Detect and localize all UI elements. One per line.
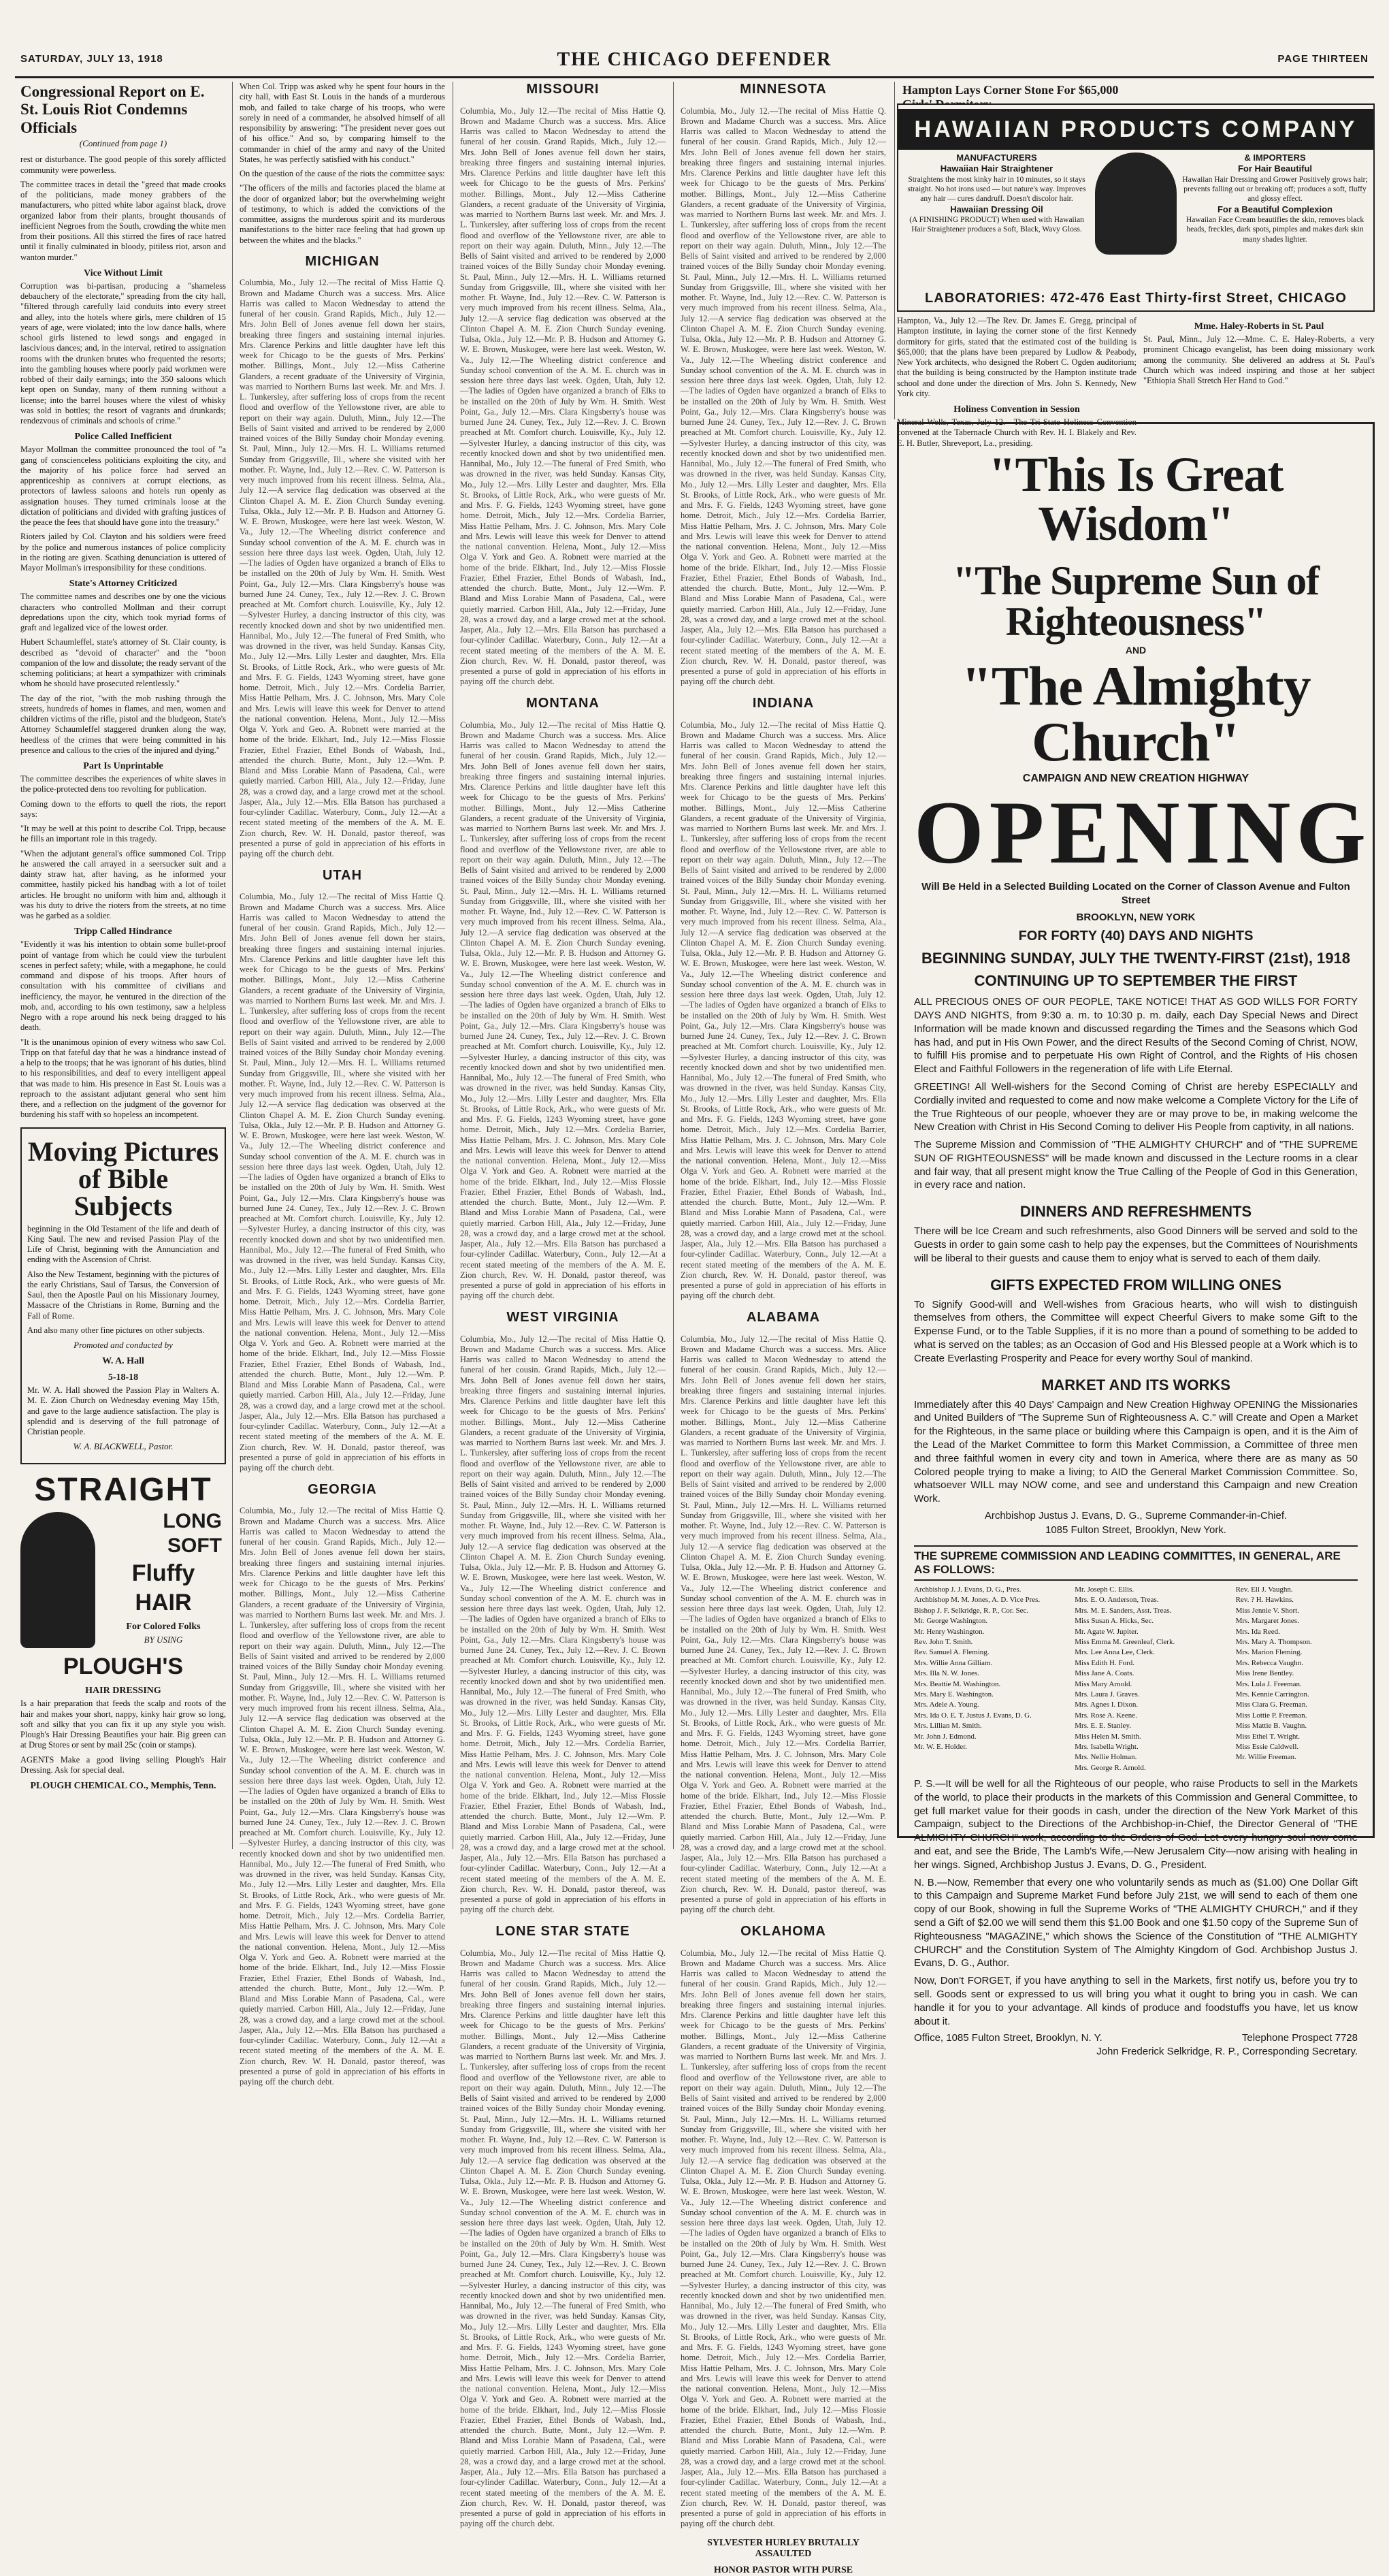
ad-opening: OPENING (914, 782, 1372, 882)
ad-location: BEGINNING SUNDAY, JULY THE TWENTY-FIRST (21st), 1918 (921, 949, 1350, 967)
column-rule (894, 82, 895, 419)
commission-member: Mrs. Nellie Holman. (1075, 1753, 1137, 1762)
column-rule (673, 82, 674, 1849)
ad-headline: "The Almighty Church" (961, 655, 1311, 773)
article-paragraph: Rioters jailed by Col. Clayton and his soldiers were freed by the police and numerous instances of police complicity in the rioting are given. Scathing denunciation is uttered of Mayor Mollman's irresponsibility for these conditions. (20, 532, 226, 573)
state-heading-minnesota: MINNESOTA (740, 82, 827, 97)
article-paragraph: "Evidently it was his intention to obtain some bullet-proof point of vantage from which he could view the turbulent scenes in perfect safety; while, with a megaphone, he could command and dispose of his troops. After hours of consultation with his committee of civilians and inefficiency, the mayor, he ventured in the direction of the mob, and, according to his own testimony, saw a helpless Negro with a rope around his neck being dragged to his death. (20, 939, 226, 1033)
ad-location: CONTINUING UP TO SEPTEMBER THE FIRST (974, 972, 1298, 990)
state-heading-indiana: INDIANA (752, 696, 815, 711)
ad-footer (914, 2032, 1358, 2044)
column-rule (232, 82, 233, 1849)
haley-headline: Mme. Haley-Roberts in St. Paul (1194, 321, 1324, 332)
article-paragraph: "It is the unanimous opinion of every witness who saw Col. Tripp on that fateful day that he was a hindrance instead of a help to the troops; that he was ignorant of his duties, blind to his responsibilities, and deaf to every intelligent appeal that was made to him. His presence in East St. Louis was a reproach to the assistant adjutant general who sent him there, and a reflection on the judgment of the governor for burdening his staff with so hopeless an incompetent. (20, 1037, 226, 1120)
commission-member: Mrs. Agnes I. Dixon. (1075, 1701, 1139, 1709)
holiness-headline: Holiness Convention in Session (953, 404, 1080, 415)
ad-brand: PLOUGH'S (63, 1654, 184, 1680)
news-filler: Columbia, Mo., July 12.—The recital of Miss Hattie Q. Brown and Madame Church was a success. Mrs. Alice Harris was called to Macon Wednesday to attend the funeral of her cousin. Grand Rapids, Mich., July 12.—Mrs. John Bell of Jones avenue fell down her stairs, breaking three fingers and sustaining internal injuries. Mrs. Clarence Perkins and little daughter have left this week for Chicago to be the guests of Mrs. Perkins' mother. Billings, Mont., July 12.—Miss Catherine Glanders, a recent graduate of the University of Virginia, was married to Northern Burns last week. Mr. and Mrs. J. L. Tunkersley, after suffering loss of crops from the recent flood and overflow of the Yellowstone river, are able to report on their way again. Duluth, Minn., July 12.—The Bells of Saint visited and arrived to be rendered by 2,000 trained voices of the Billy Sunday choir Monday evening. St. Paul, Minn., July 12.—Mrs. H. L. Williams returned Sunday from Griggsville, Ill., where she visited with her mother. Ft. Wayne, Ind., July 12.—Rev. C. W. Patterson is very much improved from his recent illness. Selma, Ala., July 12.—A service flag dedication was observed at the Clinton Chapel A. M. E. Zion Church Sunday evening. Tulsa, Okla., July 12.—Mr. P. B. Hudson and Attorney G. W. E. Brown, Muskogee, were here last week. Weston, W. Va., July 12.—The Wheeling district conference and Sunday school convention of the A. M. E. church was in session here three days last week. Ogden, Utah, July 12.—The ladies of Ogden have organized a branch of Elks to be installed on the 20th of July by Wm. H. Smith. West Point, Ga., July 12.—Mrs. Clara Kingsberry's house was burned June 24. Cuney, Tex., July 12.—Rev. J. C. Brown preached at Mt. Comfort church. Louisville, Ky., July 12.—Sylvester Hurley, a dancing instructor of this city, was recently knocked down and shot by two unidentified men. Hannibal, Mo., July 12.—The funeral of Fred Smith, who was drowned in the river, was held Sunday. Kansas City, Mo., July 12.—Mrs. Lilly Lester and daughter, Mrs. Ella St. Brooks, of Little Rock, Ark., who were guests of Mr. and Mrs. F. G. Fields, 1243 Wyoming street, have gone home. Detroit, Mich., July 12.—Mrs. Cordelia Barrier, Miss Hattie Pelham, Mrs. J. C. Johnson, Mrs. Mary Cole and Mrs. Lewis will leave this week for Denver to attend the national convention. Helena, Mont., July 12.—Miss Olga V. York and Geo. A. Robnett were married at the home of the bride. Elkhart, Ind., July 12.—Miss Flossie Frazier, Ethel Frazier, Ethel Bonds of Wabash, Ind., attended the church. Butte, Mont., July 12.—Wm. P. Bland and Miss Lorabie Mann of Pasadena, Cal., were quietly married. Carbon Hill, Ala., July 12.—Friday, June 28, was a crowd day, and a large crowd met at the school. Jasper, Ala., July 12.—Mrs. Ella Batson has purchased a four-cylinder Cadillac. Waterbury, Conn., July 12.—At a recent stated meeting of the members of the A. M. E. Zion church, Rev. W. H. Donald, pastor thereof, was presented a purse of gold in appreciation of his efforts in paying off the church debt. (681, 106, 886, 687)
commission-member: Mrs. Mary A. Thompson. (1235, 1637, 1312, 1646)
state-heading-missouri: MISSOURI (526, 82, 600, 97)
news-filler: Columbia, Mo., July 12.—The recital of Miss Hattie Q. Brown and Madame Church was a success. Mrs. Alice Harris was called to Macon Wednesday to attend the funeral of her cousin. Grand Rapids, Mich., July 12.—Mrs. John Bell of Jones avenue fell down her stairs, breaking three fingers and sustaining internal injuries. Mrs. Clarence Perkins and little daughter have left this week for Chicago to be the guests of Mrs. Perkins' mother. Billings, Mont., July 12.—Miss Catherine Glanders, a recent graduate of the University of Virginia, was married to Northern Burns last week. Mr. and Mrs. J. L. Tunkersley, after suffering loss of crops from the recent flood and overflow of the Yellowstone river, are able to report on their way again. Duluth, Minn., July 12.—The Bells of Saint visited and arrived to be rendered by 2,000 trained voices of the Billy Sunday choir Monday evening. St. Paul, Minn., July 12.—Mrs. H. L. Williams returned Sunday from Griggsville, Ill., where she visited with her mother. Ft. Wayne, Ind., July 12.—Rev. C. W. Patterson is very much improved from his recent illness. Selma, Ala., July 12.—A service flag dedication was observed at the Clinton Chapel A. M. E. Zion Church Sunday evening. Tulsa, Okla., July 12.—Mr. P. B. Hudson and Attorney G. W. E. Brown, Muskogee, were here last week. Weston, W. Va., July 12.—The Wheeling district conference and Sunday school convention of the A. M. E. church was in session here three days last week. Ogden, Utah, July 12.—The ladies of Ogden have organized a branch of Elks to be installed on the 20th of July by Wm. H. Smith. West Point, Ga., July 12.—Mrs. Clara Kingsberry's house was burned June 24. Cuney, Tex., July 12.—Rev. J. C. Brown preached at Mt. Comfort church. Louisville, Ky., July 12.—Sylvester Hurley, a dancing instructor of this city, was recently knocked down and shot by two unidentified men. Hannibal, Mo., July 12.—The funeral of Fred Smith, who was drowned in the river, was held Sunday. Kansas City, Mo., July 12.—Mrs. Lilly Lester and daughter, Mrs. Ella St. Brooks, of Little Rock, Ark., who were guests of Mr. and Mrs. F. G. Fields, 1243 Wyoming street, have gone home. Detroit, Mich., July 12.—Mrs. Cordelia Barrier, Miss Hattie Pelham, Mrs. J. C. Johnson, Mrs. Mary Cole and Mrs. Lewis will leave this week for Denver to attend the national convention. Helena, Mont., July 12.—Miss Olga V. York and Geo. A. Robnett were married at the home of the bride. Elkhart, Ind., July 12.—Miss Flossie Frazier, Ethel Frazier, Ethel Bonds of Wabash, Ind., attended the church. Butte, Mont., July 12.—Wm. P. Bland and Miss Lorabie Mann of Pasadena, Cal., were quietly married. Carbon Hill, Ala., July 12.—Friday, June 28, was a crowd day, and a large crowd met at the school. Jasper, Ala., July 12.—Mrs. Ella Batson has purchased a four-cylinder Cadillac. Waterbury, Conn., July 12.—At a recent stated meeting of the members of the A. M. E. Zion church, Rev. W. H. Donald, pastor thereof, was presented a purse of gold in appreciation of his efforts in paying off the church debt. (240, 278, 445, 858)
ad-date: 5-18-18 (108, 1372, 139, 1383)
commission-member: Mrs. Kennie Carrington. (1235, 1690, 1309, 1698)
ad-paragraph: Now, Don't FORGET, if you have anything to sell in the Markets, first notify us, before you try to sell. Goods sent or expressed to us will bring you what it ought to bring you in cash. We can handle it for you to your advantage. All kinds of produce and foodstuffs you have, let us know about it. (914, 1975, 1358, 2027)
news-filler: Columbia, Mo., July 12.—The recital of Miss Hattie Q. Brown and Madame Church was a success. Mrs. Alice Harris was called to Macon Wednesday to attend the funeral of her cousin. Grand Rapids, Mich., July 12.—Mrs. John Bell of Jones avenue fell down her stairs, breaking three fingers and sustaining internal injuries. Mrs. Clarence Perkins and little daughter have left this week for Chicago to be the guests of Mrs. Perkins' mother. Billings, Mont., July 12.—Miss Catherine Glanders, a recent graduate of the University of Virginia, was married to Northern Burns last week. Mr. and Mrs. J. L. Tunkersley, after suffering loss of crops from the recent flood and overflow of the Yellowstone river, are able to report on their way again. Duluth, Minn., July 12.—The Bells of Saint visited and arrived to be rendered by 2,000 trained voices of the Billy Sunday choir Monday evening. St. Paul, Minn., July 12.—Mrs. H. L. Williams returned Sunday from Griggsville, Ill., where she visited with her mother. Ft. Wayne, Ind., July 12.—Rev. C. W. Patterson is very much improved from his recent illness. Selma, Ala., July 12.—A service flag dedication was observed at the Clinton Chapel A. M. E. Zion Church Sunday evening. Tulsa, Okla., July 12.—Mr. P. B. Hudson and Attorney G. W. E. Brown, Muskogee, were here last week. Weston, W. Va., July 12.—The Wheeling district conference and Sunday school convention of the A. M. E. church was in session here three days last week. Ogden, Utah, July 12.—The ladies of Ogden have organized a branch of Elks to be installed on the 20th of July by Wm. H. Smith. West Point, Ga., July 12.—Mrs. Clara Kingsberry's house was burned June 24. Cuney, Tex., July 12.—Rev. J. C. Brown preached at Mt. Comfort church. Louisville, Ky., July 12.—Sylvester Hurley, a dancing instructor of this city, was recently knocked down and shot by two unidentified men. Hannibal, Mo., July 12.—The funeral of Fred Smith, who was drowned in the river, was held Sunday. Kansas City, Mo., July 12.—Mrs. Lilly Lester and daughter, Mrs. Ella St. Brooks, of Little Rock, Ark., who were guests of Mr. and Mrs. F. G. Fields, 1243 Wyoming street, have gone home. Detroit, Mich., July 12.—Mrs. Cordelia Barrier, Miss Hattie Pelham, Mrs. J. C. Johnson, Mrs. Mary Cole and Mrs. Lewis will leave this week for Denver to attend the national convention. Helena, Mont., July 12.—Miss Olga V. York and Geo. A. Robnett were married at the home of the bride. Elkhart, Ind., July 12.—Miss Flossie Frazier, Ethel Frazier, Ethel Bonds of Wabash, Ind., attended the church. Butte, Mont., July 12.—Wm. P. Bland and Miss Lorabie Mann of Pasadena, Cal., were quietly married. Carbon Hill, Ala., July 12.—Friday, June 28, was a crowd day, and a large crowd met at the school. Jasper, Ala., July 12.—Mrs. Ella Batson has purchased a four-cylinder Cadillac. Waterbury, Conn., July 12.—At a recent stated meeting of the members of the A. M. E. Zion church, Rev. W. H. Donald, pastor thereof, was presented a purse of gold in appreciation of his efforts in paying off the church debt. (240, 1506, 445, 2087)
commission-member: Miss Jane A. Coats. (1075, 1669, 1134, 1678)
ad-headline: "This Is Great Wisdom" (988, 447, 1284, 551)
ad-promoter: W. A. Hall (102, 1356, 144, 1367)
bible-pictures-ad (20, 1127, 226, 1465)
ad-line: SOFT (167, 1534, 222, 1558)
hawaiian-products-ad (897, 103, 1375, 312)
commission-member: Miss Mattie B. Vaughn. (1235, 1722, 1307, 1730)
commission-column (1075, 1585, 1227, 1773)
ad-paragraph: ALL PRECIOUS ONES OF OUR PEOPLE, TAKE NOTICE! THAT AS GOD WILLS FOR FORTY DAYS AND NIGHTS, from 9:30 a. m. to 10:30 p. m. daily, each Day Special News and Direct Information will be made known and discussed regarding the Times and the Seasons which God has had, and put in His Own Power, and the direct Results of the Second Coming of Christ, NOW, to fulfill His promise and to perpetuate His own Right of Control, and the Rights of His chosen Elect and Faithful Followers in the regeneration of life with Life Eternal. (914, 996, 1358, 1076)
commission-member: Mrs. Rebecca Vaughn. (1235, 1658, 1303, 1667)
commission-member: Mrs. Willie Anna Gilliam. (914, 1658, 993, 1667)
news-filler: Columbia, Mo., July 12.—The recital of Miss Hattie Q. Brown and Madame Church was a success. Mrs. Alice Harris was called to Macon Wednesday to attend the funeral of her cousin. Grand Rapids, Mich., July 12.—Mrs. John Bell of Jones avenue fell down her stairs, breaking three fingers and sustaining internal injuries. Mrs. Clarence Perkins and little daughter have left this week for Chicago to be the guests of Mrs. Perkins' mother. Billings, Mont., July 12.—Miss Catherine Glanders, a recent graduate of the University of Virginia, was married to Northern Burns last week. Mr. and Mrs. J. L. Tunkersley, after suffering loss of crops from the recent flood and overflow of the Yellowstone river, are able to report on their way again. Duluth, Minn., July 12.—The Bells of Saint visited and arrived to be rendered by 2,000 trained voices of the Billy Sunday choir Monday evening. St. Paul, Minn., July 12.—Mrs. H. L. Williams returned Sunday from Griggsville, Ill., where she visited with her mother. Ft. Wayne, Ind., July 12.—Rev. C. W. Patterson is very much improved from his recent illness. Selma, Ala., July 12.—A service flag dedication was observed at the Clinton Chapel A. M. E. Zion Church Sunday evening. Tulsa, Okla., July 12.—Mr. P. B. Hudson and Attorney G. W. E. Brown, Muskogee, were here last week. Weston, W. Va., July 12.—The Wheeling district conference and Sunday school convention of the A. M. E. church was in session here three days last week. Ogden, Utah, July 12.—The ladies of Ogden have organized a branch of Elks to be installed on the 20th of July by Wm. H. Smith. West Point, Ga., July 12.—Mrs. Clara Kingsberry's house was burned June 24. Cuney, Tex., July 12.—Rev. J. C. Brown preached at Mt. Comfort church. Louisville, Ky., July 12.—Sylvester Hurley, a dancing instructor of this city, was recently knocked down and shot by two unidentified men. Hannibal, Mo., July 12.—The funeral of Fred Smith, who was drowned in the river, was held Sunday. Kansas City, Mo., July 12.—Mrs. Lilly Lester and daughter, Mrs. Ella St. Brooks, of Little Rock, Ark., who were guests of Mr. and Mrs. F. G. Fields, 1243 Wyoming street, have gone home. Detroit, Mich., July 12.—Mrs. Cordelia Barrier, Miss Hattie Pelham, Mrs. J. C. Johnson, Mrs. Mary Cole and Mrs. Lewis will leave this week for Denver to attend the national convention. Helena, Mont., July 12.—Miss Olga V. York and Geo. A. Robnett were married at the home of the bride. Elkhart, Ind., July 12.—Miss Flossie Frazier, Ethel Frazier, Ethel Bonds of Wabash, Ind., attended the church. Butte, Mont., July 12.—Wm. P. Bland and Miss Lorabie Mann of Pasadena, Cal., were quietly married. Carbon Hill, Ala., July 12.—Friday, June 28, was a crowd day, and a large crowd met at the school. Jasper, Ala., July 12.—Mrs. Ella Batson has purchased a four-cylinder Cadillac. Waterbury, Conn., July 12.—At a recent stated meeting of the members of the A. M. E. Zion church, Rev. W. H. Donald, pastor thereof, was presented a purse of gold in appreciation of his efforts in paying off the church debt. (681, 1334, 886, 1915)
ad-line: LONG (163, 1510, 222, 1533)
commission-member: Mrs. Illa N. W. Jones. (914, 1669, 979, 1678)
article-paragraph: When Col. Tripp was asked why he spent four hours in the city hall, with East St. Louis in the hands of a murderous mob, and failed to take charge of his troops, who were sorely in need of a commander, he absolved himself of all responsibility by answering: "The president never goes out of his office." And so, by comparing himself to the commander in chief of the army and navy of the United States, he was perfectly satisfied with his conduct." (240, 82, 445, 164)
state-heading-michigan: MICHIGAN (305, 253, 380, 269)
almighty-church-ad (897, 422, 1375, 2058)
commission-member: Miss Mary Arnold. (1075, 1679, 1132, 1688)
commission-member: Mr. Henry Washington. (914, 1627, 985, 1636)
news-filler: Columbia, Mo., July 12.—The recital of Miss Hattie Q. Brown and Madame Church was a success. Mrs. Alice Harris was called to Macon Wednesday to attend the funeral of her cousin. Grand Rapids, Mich., July 12.—Mrs. John Bell of Jones avenue fell down her stairs, breaking three fingers and sustaining internal injuries. Mrs. Clarence Perkins and little daughter have left this week for Chicago to be the guests of Mrs. Perkins' mother. Billings, Mont., July 12.—Miss Catherine Glanders, a recent graduate of the University of Virginia, was married to Northern Burns last week. Mr. and Mrs. J. L. Tunkersley, after suffering loss of crops from the recent flood and overflow of the Yellowstone river, are able to report on their way again. Duluth, Minn., July 12.—The Bells of Saint visited and arrived to be rendered by 2,000 trained voices of the Billy Sunday choir Monday evening. St. Paul, Minn., July 12.—Mrs. H. L. Williams returned Sunday from Griggsville, Ill., where she visited with her mother. Ft. Wayne, Ind., July 12.—Rev. C. W. Patterson is very much improved from his recent illness. Selma, Ala., July 12.—A service flag dedication was observed at the Clinton Chapel A. M. E. Zion Church Sunday evening. Tulsa, Okla., July 12.—Mr. P. B. Hudson and Attorney G. W. E. Brown, Muskogee, were here last week. Weston, W. Va., July 12.—The Wheeling district conference and Sunday school convention of the A. M. E. church was in session here three days last week. Ogden, Utah, July 12.—The ladies of Ogden have organized a branch of Elks to be installed on the 20th of July by Wm. H. Smith. West Point, Ga., July 12.—Mrs. Clara Kingsberry's house was burned June 24. Cuney, Tex., July 12.—Rev. J. C. Brown preached at Mt. Comfort church. Louisville, Ky., July 12.—Sylvester Hurley, a dancing instructor of this city, was recently knocked down and shot by two unidentified men. Hannibal, Mo., July 12.—The funeral of Fred Smith, who was drowned in the river, was held Sunday. Kansas City, Mo., July 12.—Mrs. Lilly Lester and daughter, Mrs. Ella St. Brooks, of Little Rock, Ark., who were guests of Mr. and Mrs. F. G. Fields, 1243 Wyoming street, have gone home. Detroit, Mich., July 12.—Mrs. Cordelia Barrier, Miss Hattie Pelham, Mrs. J. C. Johnson, Mrs. Mary Cole and Mrs. Lewis will leave this week for Denver to attend the national convention. Helena, Mont., July 12.—Miss Olga V. York and Geo. A. Robnett were married at the home of the bride. Elkhart, Ind., July 12.—Miss Flossie Frazier, Ethel Frazier, Ethel Bonds of Wabash, Ind., attended the church. Butte, Mont., July 12.—Wm. P. Bland and Miss Lorabie Mann of Pasadena, Cal., were quietly married. Carbon Hill, Ala., July 12.—Friday, June 28, was a crowd day, and a large crowd met at the school. Jasper, Ala., July 12.—Mrs. Ella Batson has purchased a four-cylinder Cadillac. Waterbury, Conn., July 12.—At a recent stated meeting of the members of the A. M. E. Zion church, Rev. W. H. Donald, pastor thereof, was presented a purse of gold in appreciation of his efforts in paying off the church debt. (681, 1948, 886, 2529)
ad-address: LABORATORIES: 472-476 East Thirty-first Street, CHICAGO (925, 291, 1347, 306)
article-paragraph: Corruption was bi-partisan, producing a "shameless debauchery of the electorate," spreading from the city hall, "filtered through carefully laid conduits into every street and alley, into the hotels where girls, mere children of 15 years of age, were violated; into the low dance halls, where school girls listened to lewd songs and engaged in lascivious dances; and, in the interval, retired to assignation rooms with the drunken brutes who frequented the resorts; into the gambling houses where poorly paid workmen were robbed of their daily earnings; into the 350 saloons which kept open on Sunday, many of them running without a license; into the barrel houses where the vilest of whisky was sold in bottles; the resort of vagrants and drunkards; rendezvous of criminals and schools of crime." (20, 280, 226, 426)
commission-member: Miss Emma M. Greenleaf, Clerk. (1075, 1637, 1175, 1646)
commission-member: Mrs. Ida O. E. T. Justus J. Evans, D. G. (914, 1711, 1032, 1720)
ad-paragraph: Also the New Testament, beginning with the pictures of the early Christians, Saul of Tarsus, the Conversion of Saul, then the Apostle Paul on his Missionary Journey, Massacre of the Christians in Rome, Burning and the Fall of Rome. (27, 1269, 219, 1321)
hampton-headline: Hampton Lays Corner Stone For $65,000 (902, 83, 1119, 97)
commission-member: Rev. John T. Smith. (914, 1637, 973, 1646)
commission-member: Miss Jennie V. Short. (1235, 1606, 1299, 1615)
commission-column (914, 1585, 1066, 1773)
issue-date: SATURDAY, JULY 13, 1918 (20, 53, 163, 65)
article-paragraph: The committee describes the experiences of white slaves in the police-protected dens too revolting for publication. (20, 774, 226, 794)
commission-member: Archbishop M. M. Jones, A. D. Vice Pres. (914, 1596, 1041, 1605)
state-heading-lone-star: LONE STAR STATE (495, 1924, 630, 1939)
commission-member: Mrs. Beattie M. Washington. (914, 1679, 1001, 1688)
ad-paragraph: AGENTS Make a good living selling Plough's Hair Dressing. Ask for special deal. (20, 1754, 226, 1775)
ad-corresponding-secretary: John Frederick Selkridge, R. P., Corresponding Secretary. (1096, 2046, 1358, 2058)
ad-paragraph: Is a hair preparation that feeds the scalp and roots of the hair and makes your short, nappy, kinky hair grow so long, soft and silky that you can fix it up any style you wish. Plough's Hair Dressing Beautifies your hair. Big green can at Drug Stores or sent by mail 25c (coin or stamps). (20, 1698, 226, 1750)
ad-title: HAWAIIAN PRODUCTS COMPANY (898, 109, 1373, 150)
ad-paragraph: And also many other fine pictures on other subjects. (27, 1325, 205, 1335)
commission-member: Mrs. Laura J. Graves. (1075, 1690, 1140, 1698)
ad-line: STRAIGHT (34, 1472, 212, 1509)
ad-location: FOR FORTY (40) DAYS AND NIGHTS (1018, 928, 1254, 944)
commission-member: Mrs. E. E. Stanley. (1075, 1722, 1131, 1730)
commission-member: Mrs. Isabella Wright. (1075, 1742, 1139, 1751)
mid-news (897, 316, 1375, 448)
article-paragraph: Mayor Mollman the committee pronounced the tool of "a gang of conscienceless politicians exploiting the city, and the majority of his police force had served an apprenticeship as connivers at corrupt elections, as protectors of lawless saloons and hotels run openly as assignation houses. They turned criminals loose at the dictation of politicians and divided with grafting justices of the peace the fees that should have gone into the treasury." (20, 445, 226, 528)
ad-signature: W. A. BLACKWELL, Pastor. (73, 1441, 174, 1452)
article-paragraph: On the question of the cause of the riots the committee says: (240, 169, 445, 178)
holiness-paragraph: Mineral Wells, Texas, July 12.—The Tri-State Holiness Convention convened at the Tabernacle Church with Rev. H. I. Blakely and Rev. E. H. Butler, Shreveport, La., presiding. (897, 417, 1137, 448)
ad-text: (A FINISHING PRODUCT) When used with Hawaiian Hair Straightener produces a Soft, Black, Wavy Gloss. (909, 215, 1084, 234)
honor-pastor-headline: HONOR PASTOR WITH PURSE (713, 2565, 853, 2575)
woman-silhouette-icon (20, 1512, 95, 1648)
ad-text: Hawaiian Hair Dressing and Grower (1182, 175, 1297, 184)
sylvester-headline: SYLVESTER HURLEY BRUTALLY ASSAULTED (707, 2538, 860, 2559)
ad-location: BROOKLYN, NEW YORK (1076, 911, 1196, 923)
ad-location: Will Be Held in a Selected Building Located on the Corner of Classon Avenue and Fulton Street (921, 881, 1350, 907)
ad-title: Moving Pictures of Bible Subjects (27, 1136, 219, 1221)
ad-line: For Colored Folks (126, 1622, 201, 1632)
article-paragraph: The committee traces in detail the "greed that made crooks of the politicians, made money grabbers of the manufacturers, who pitted white labor against black, drove organized labor from their plants, brought thousands of inefficient Negroes from the South, crowding the white men from their positions. All this stirred the fires of race hatred until it finally culminated in bloody, pitiless riot, arson and wanton murder." (20, 179, 226, 262)
ad-promoted: Promoted and conducted by (73, 1340, 173, 1351)
commission-member: Mr. Joseph C. Ellis. (1075, 1585, 1134, 1594)
commission-member: Mrs. Rose A. Keene. (1075, 1711, 1137, 1720)
continued-note: (Continued from page 1) (79, 138, 167, 149)
state-heading-oklahoma: OKLAHOMA (740, 1924, 826, 1939)
ad-paragraph: GREETING! All Well-wishers for the Second Coming of Christ are hereby ESPECIALLY and Cordially invited and requested to come and now make welcome a Complete Victory for the Life of the True Righteous of our people, whoever they are or may prove to be, in making welcome the New Creation with Christ in His Second Coming to deliver His People from captivity, in all nations. (914, 1080, 1358, 1133)
commission-member: Mrs. George R. Arnold. (1075, 1763, 1146, 1772)
ad-paragraph: beginning in the Old Testament of the life and death of King Saul. The new and revised Passion Play of the Life of Christ, beginning with the Annunciation and ending with the Ascension of Christ. (27, 1223, 219, 1265)
ad-paragraph: Immediately after this 40 Days' Campaign and New Creation Highway OPENING the Missionaries and United Builders of "The Supreme Sun of Righteousness A. C." will Create and Open a Market for the Righteous, in the same place or building where this Campaign is open, and it is the Aim of the Lead of the Market Committee to form this Market Commission, a Committee of three men and three faithful women in every city and town in America, where there are as many as 50 Colored people trying to make a living; to AID the General Market Commission Committee. So, whatsoever WILL may NOW come, and see and understand this Campaign and new Creation Work. (914, 1398, 1358, 1505)
commission-member: Miss Clara G. Freeman. (1235, 1701, 1307, 1709)
commission-member: Mrs. Lee Anna Lee, Clerk. (1075, 1648, 1155, 1657)
woman-portrait-icon (1095, 152, 1177, 255)
commission-member: Miss Ethel T. Wright. (1235, 1732, 1301, 1741)
article-paragraph: "The officers of the mills and factories placed the blame at the door of organized labor; but the overwhelming weight of testimony, to which is added the convictions of the committee, assigns the murderous spirit and its murderous manifestations to the bitter race feeling that had grown up between the whites and the blacks." (240, 183, 445, 245)
commission-member: Mr. George Washington. (914, 1617, 988, 1626)
ad-paragraph: The Supreme Mission and Commission of "THE ALMIGHTY CHURCH" and of "THE SUPREME SUN OF RIGHTEOUSNESS" will be made known and discussed in the Lecture rooms in a clear and fair way, that all present might know the True Calling of the People of God in this Generation, in every race and nation. (914, 1139, 1358, 1191)
ad-section-heading: DINNERS AND REFRESHMENTS (1019, 1203, 1252, 1221)
commission-member: Mrs. Lillian M. Smith. (914, 1722, 982, 1730)
hampton-paragraph: Hampton, Va., July 12.—The Rev. Dr. James E. Gregg, principal of Hampton institute, in laying the corner stone of the first Kennedy dormitory for girls, stated that the estimated cost of the building is $65,000; that the plans have been prepared by Ludlow & Peabody, New York architects, who designed the Robert C. Ogden auditorium; that the building is being constructed by the Hampton institute trade school and done under the direction of Mrs. John S. Kennedy, New York city. (897, 316, 1137, 398)
news-filler: Columbia, Mo., July 12.—The recital of Miss Hattie Q. Brown and Madame Church was a success. Mrs. Alice Harris was called to Macon Wednesday to attend the funeral of her cousin. Grand Rapids, Mich., July 12.—Mrs. John Bell of Jones avenue fell down her stairs, breaking three fingers and sustaining internal injuries. Mrs. Clarence Perkins and little daughter have left this week for Chicago to be the guests of Mrs. Perkins' mother. Billings, Mont., July 12.—Miss Catherine Glanders, a recent graduate of the University of Virginia, was married to Northern Burns last week. Mr. and Mrs. J. L. Tunkersley, after suffering loss of crops from the recent flood and overflow of the Yellowstone river, are able to report on their way again. Duluth, Minn., July 12.—The Bells of Saint visited and arrived to be rendered by 2,000 trained voices of the Billy Sunday choir Monday evening. St. Paul, Minn., July 12.—Mrs. H. L. Williams returned Sunday from Griggsville, Ill., where she visited with her mother. Ft. Wayne, Ind., July 12.—Rev. C. W. Patterson is very much improved from his recent illness. Selma, Ala., July 12.—A service flag dedication was observed at the Clinton Chapel A. M. E. Zion Church Sunday evening. Tulsa, Okla., July 12.—Mr. P. B. Hudson and Attorney G. W. E. Brown, Muskogee, were here last week. Weston, W. Va., July 12.—The Wheeling district conference and Sunday school convention of the A. M. E. church was in session here three days last week. Ogden, Utah, July 12.—The ladies of Ogden have organized a branch of Elks to be installed on the 20th of July by Wm. H. Smith. West Point, Ga., July 12.—Mrs. Clara Kingsberry's house was burned June 24. Cuney, Tex., July 12.—Rev. J. C. Brown preached at Mt. Comfort church. Louisville, Ky., July 12.—Sylvester Hurley, a dancing instructor of this city, was recently knocked down and shot by two unidentified men. Hannibal, Mo., July 12.—The funeral of Fred Smith, who was drowned in the river, was held Sunday. Kansas City, Mo., July 12.—Mrs. Lilly Lester and daughter, Mrs. Ella St. Brooks, of Little Rock, Ark., who were guests of Mr. and Mrs. F. G. Fields, 1243 Wyoming street, have gone home. Detroit, Mich., July 12.—Mrs. Cordelia Barrier, Miss Hattie Pelham, Mrs. J. C. Johnson, Mrs. Mary Cole and Mrs. Lewis will leave this week for Denver to attend the national convention. Helena, Mont., July 12.—Miss Olga V. York and Geo. A. Robnett were married at the home of the bride. Elkhart, Ind., July 12.—Miss Flossie Frazier, Ethel Frazier, Ethel Bonds of Wabash, Ind., attended the church. Butte, Mont., July 12.—Wm. P. Bland and Miss Lorabie Mann of Pasadena, Cal., were quietly married. Carbon Hill, Ala., July 12.—Friday, June 28, was a crowd day, and a large crowd met at the school. Jasper, Ala., July 12.—Mrs. Ella Batson has purchased a four-cylinder Cadillac. Waterbury, Conn., July 12.—At a recent stated meeting of the members of the A. M. E. Zion church, Rev. W. H. Donald, pastor thereof, was presented a purse of gold in appreciation of his efforts in paying off the church debt. (460, 1334, 666, 1915)
commission-member: Mrs. Mary E. Washington. (914, 1690, 994, 1698)
ad-line: HAIR (135, 1590, 192, 1616)
article-paragraph: "When the adjutant general's office summoned Col. Tripp he answered the call arrayed in a seersucker suit and a dainty straw hat, after having, as he informed your committee, hastily picked his handbag with a lot of toilet articles. He brought no uniform with him and, although it was his duty to drive the rioters from the streets, at no time was he garbed as a soldier. (20, 848, 226, 921)
commission-member: Mr. W. E. Holder. (914, 1742, 967, 1751)
news-filler: Columbia, Mo., July 12.—The recital of Miss Hattie Q. Brown and Madame Church was a success. Mrs. Alice Harris was called to Macon Wednesday to attend the funeral of her cousin. Grand Rapids, Mich., July 12.—Mrs. John Bell of Jones avenue fell down her stairs, breaking three fingers and sustaining internal injuries. Mrs. Clarence Perkins and little daughter have left this week for Chicago to be the guests of Mrs. Perkins' mother. Billings, Mont., July 12.—Miss Catherine Glanders, a recent graduate of the University of Virginia, was married to Northern Burns last week. Mr. and Mrs. J. L. Tunkersley, after suffering loss of crops from the recent flood and overflow of the Yellowstone river, are able to report on their way again. Duluth, Minn., July 12.—The Bells of Saint visited and arrived to be rendered by 2,000 trained voices of the Billy Sunday choir Monday evening. St. Paul, Minn., July 12.—Mrs. H. L. Williams returned Sunday from Griggsville, Ill., where she visited with her mother. Ft. Wayne, Ind., July 12.—Rev. C. W. Patterson is very much improved from his recent illness. Selma, Ala., July 12.—A service flag dedication was observed at the Clinton Chapel A. M. E. Zion Church Sunday evening. Tulsa, Okla., July 12.—Mr. P. B. Hudson and Attorney G. W. E. Brown, Muskogee, were here last week. Weston, W. Va., July 12.—The Wheeling district conference and Sunday school convention of the A. M. E. church was in session here three days last week. Ogden, Utah, July 12.—The ladies of Ogden have organized a branch of Elks to be installed on the 20th of July by Wm. H. Smith. West Point, Ga., July 12.—Mrs. Clara Kingsberry's house was burned June 24. Cuney, Tex., July 12.—Rev. J. C. Brown preached at Mt. Comfort church. Louisville, Ky., July 12.—Sylvester Hurley, a dancing instructor of this city, was recently knocked down and shot by two unidentified men. Hannibal, Mo., July 12.—The funeral of Fred Smith, who was drowned in the river, was held Sunday. Kansas City, Mo., July 12.—Mrs. Lilly Lester and daughter, Mrs. Ella St. Brooks, of Little Rock, Ark., who were guests of Mr. and Mrs. F. G. Fields, 1243 Wyoming street, have gone home. Detroit, Mich., July 12.—Mrs. Cordelia Barrier, Miss Hattie Pelham, Mrs. J. C. Johnson, Mrs. Mary Cole and Mrs. Lewis will leave this week for Denver to attend the national convention. Helena, Mont., July 12.—Miss Olga V. York and Geo. A. Robnett were married at the home of the bride. Elkhart, Ind., July 12.—Miss Flossie Frazier, Ethel Frazier, Ethel Bonds of Wabash, Ind., attended the church. Butte, Mont., July 12.—Wm. P. Bland and Miss Lorabie Mann of Pasadena, Cal., were quietly married. Carbon Hill, Ala., July 12.—Friday, June 28, was a crowd day, and a large crowd met at the school. Jasper, Ala., July 12.—Mrs. Ella Batson has purchased a four-cylinder Cadillac. Waterbury, Conn., July 12.—At a recent stated meeting of the members of the A. M. E. Zion church, Rev. W. H. Donald, pastor thereof, was presented a purse of gold in appreciation of his efforts in paying off the church debt. (681, 720, 886, 1301)
commission-member: Mrs. Marion Fleming. (1235, 1648, 1303, 1657)
ad-phone: Telephone Prospect 7728 (1241, 2032, 1358, 2044)
ad-line: Fluffy (131, 1560, 195, 1587)
ad-product: For a Beautiful Complexion (1217, 204, 1333, 214)
ad-product: Hawaiian Dressing Oil (950, 204, 1043, 214)
article-paragraph: The committee names and describes one by one the vicious characters who controlled Mollman and their corrupt depredations upon the city, which took myriad forms of graft and legalized vice of the lowest order. (20, 592, 226, 633)
commission-member: Mr. Willie Freeman. (1235, 1753, 1296, 1762)
commission-member: Mr. Agate W. Jupiter. (1075, 1627, 1139, 1636)
haley-paragraph: St. Paul, Minn., July 12.—Mme. C. E. Haley-Roberts, a very prominent Chicago evangelist, has been doing missionary work among the community. She delivered an address at St. Paul's Church which was indeed inspiring and those at her subject "Ethiopia Shall Stretch Her Hand to God." (1143, 334, 1375, 385)
commission-member: Mrs. Adele A. Young. (914, 1701, 979, 1709)
column-2 (234, 82, 451, 2087)
commission-member: Rev. Ell J. Vaughn. (1235, 1585, 1293, 1594)
ad-paragraph: To Signify Good-will and Well-wishes from Gracious hearts, who will wish to distinguish themselves from others, the Committee will expect Cheerful Givers to make some Gift to the Expense Fund, or to the Table Supplies, if it is no more than a pound of something to be added to what is served on the tables; as an Occasion of God and His Blessed people at a Work which is to Create Everlasting Prosperity and Peace for every worthy Soul of mankind. (914, 1298, 1358, 1364)
commission-member: Rev. ? H. Hawkins. (1235, 1596, 1294, 1605)
ad-product: For Hair Beautiful (1237, 163, 1313, 174)
page-number: PAGE THIRTEEN (1277, 53, 1369, 65)
commission-member: Miss Lottie P. Freeman. (1235, 1711, 1307, 1720)
ad-section-heading: GIFTS EXPECTED FROM WILLING ONES (990, 1276, 1281, 1293)
state-heading-georgia: GEORGIA (308, 1481, 377, 1497)
article-paragraph: Hubert Schaumleffel, state's attorney of St. Clair county, is described as "devoid of character" and the "boon companion of the low and dissolute; the ready servant of the scheming politicians; at heart a sympathizer with criminals whom he should have prosecuted relentlessly." (20, 637, 227, 689)
commission-member: Miss Susan A. Hicks, Sec. (1075, 1617, 1154, 1626)
ad-paragraph: P. S.—It will be well for all the Righteous of our people, who raise Products to sell in the Markets of the world, to place their products in the markets of this Commission and General Committee, to get full market value for their goods in cash, under the direction of the New York Market of this Campaign, subject to the Directions of the Archbishop-in-Chief, the Director General of "THE ALMIGHTY CHURCH" work, according to the Orders of God. Let every hungry soul now come and eat, and see the Bride, The Lamb's Wife,—New Jerusalem City—now arising with healing in her wings. Signed, Archbishop Justus J. Evans, D. G., President. (914, 1778, 1358, 1871)
ad-office: Office, 1085 Fulton Street, Brooklyn, N. Y. (914, 2032, 1102, 2044)
newspaper-title: THE CHICAGO DEFENDER (557, 49, 832, 70)
ad-signature: 1085 Fulton Street, Brooklyn, New York. (1045, 1524, 1226, 1536)
state-heading-montana: MONTANA (526, 696, 600, 711)
ad-company: PLOUGH CHEMICAL CO., Memphis, Tenn. (30, 1781, 216, 1792)
commission-member: Miss Essie Caldwell. (1235, 1742, 1299, 1751)
commission-member: Mrs. E. O. Anderson, Treas. (1075, 1596, 1159, 1605)
news-filler: Columbia, Mo., July 12.—The recital of Miss Hattie Q. Brown and Madame Church was a success. Mrs. Alice Harris was called to Macon Wednesday to attend the funeral of her cousin. Grand Rapids, Mich., July 12.—Mrs. John Bell of Jones avenue fell down her stairs, breaking three fingers and sustaining internal injuries. Mrs. Clarence Perkins and little daughter have left this week for Chicago to be the guests of Mrs. Perkins' mother. Billings, Mont., July 12.—Miss Catherine Glanders, a recent graduate of the University of Virginia, was married to Northern Burns last week. Mr. and Mrs. J. L. Tunkersley, after suffering loss of crops from the recent flood and overflow of the Yellowstone river, are able to report on their way again. Duluth, Minn., July 12.—The Bells of Saint visited and arrived to be rendered by 2,000 trained voices of the Billy Sunday choir Monday evening. St. Paul, Minn., July 12.—Mrs. H. L. Williams returned Sunday from Griggsville, Ill., where she visited with her mother. Ft. Wayne, Ind., July 12.—Rev. C. W. Patterson is very much improved from his recent illness. Selma, Ala., July 12.—A service flag dedication was observed at the Clinton Chapel A. M. E. Zion Church Sunday evening. Tulsa, Okla., July 12.—Mr. P. B. Hudson and Attorney G. W. E. Brown, Muskogee, were here last week. Weston, W. Va., July 12.—The Wheeling district conference and Sunday school convention of the A. M. E. church was in session here three days last week. Ogden, Utah, July 12.—The ladies of Ogden have organized a branch of Elks to be installed on the 20th of July by Wm. H. Smith. West Point, Ga., July 12.—Mrs. Clara Kingsberry's house was burned June 24. Cuney, Tex., July 12.—Rev. J. C. Brown preached at Mt. Comfort church. Louisville, Ky., July 12.—Sylvester Hurley, a dancing instructor of this city, was recently knocked down and shot by two unidentified men. Hannibal, Mo., July 12.—The funeral of Fred Smith, who was drowned in the river, was held Sunday. Kansas City, Mo., July 12.—Mrs. Lilly Lester and daughter, Mrs. Ella St. Brooks, of Little Rock, Ark., who were guests of Mr. and Mrs. F. G. Fields, 1243 Wyoming street, have gone home. Detroit, Mich., July 12.—Mrs. Cordelia Barrier, Miss Hattie Pelham, Mrs. J. C. Johnson, Mrs. Mary Cole and Mrs. Lewis will leave this week for Denver to attend the national convention. Helena, Mont., July 12.—Miss Olga V. York and Geo. A. Robnett were married at the home of the bride. Elkhart, Ind., July 12.—Miss Flossie Frazier, Ethel Frazier, Ethel Bonds of Wabash, Ind., attended the church. Butte, Mont., July 12.—Wm. P. Bland and Miss Lorabie Mann of Pasadena, Cal., were quietly married. Carbon Hill, Ala., July 12.—Friday, June 28, was a crowd day, and a large crowd met at the school. Jasper, Ala., July 12.—Mrs. Ella Batson has purchased a four-cylinder Cadillac. Waterbury, Conn., July 12.—At a recent stated meeting of the members of the A. M. E. Zion church, Rev. W. H. Donald, pastor thereof, was presented a purse of gold in appreciation of his efforts in paying off the church debt. (460, 106, 666, 687)
commission-member: Rev. Samuel A. Fleming. (914, 1648, 990, 1657)
riot-report-headline: Congressional Report on E. St. Louis Riot Condemns Officials (20, 83, 205, 136)
commission-list-heading: THE SUPREME COMMISSION AND LEADING COMMITTES, IN GENERAL, ARE AS FOLLOWS: (914, 1545, 1358, 1581)
ad-text: Hawaiian Face Cream beautifies the skin, removes black heads, freckles, dark spots, pimples and makes dark skin many shades lighter. (1186, 215, 1365, 244)
ad-paragraph: N. B.—Now, Remember that every one who voluntarily sends as much as ($1.00) One Dollar Gift to this Campaign and Supreme Market Fund before July 21st, we will send to each of them one copy of our Book, showing in full the Supreme Works of "THE ALMIGHTY CHURCH," and if they send a Gift of $2.00 we will send them this $1.00 Book and one $1.50 copy of the Supreme Sun of Righteousness "MAGAZINE," which shows the Science of the Constitution of "THE ALMIGHTY CHURCH" and the Constitution System of The Almighty Kingdom of God. Archbishop Justus J. Evans, D. G., Author. (914, 1876, 1358, 1969)
ad-text: Straightens the most kinky hair in 10 minutes, so it stays straight. No hot irons used — but nature's way. Improves any hair — cures dandruff. Doesn't discolor hair. (907, 175, 1086, 204)
commission-member: Mr. John J. Edmond. (914, 1732, 977, 1741)
commission-member: Mrs. Ida Reed. (1235, 1627, 1280, 1636)
commission-member: Mrs. Lula J. Freeman. (1235, 1679, 1302, 1688)
article-paragraph: Coming down to the efforts to quell the riots, the report says: (20, 799, 226, 819)
ad-signature: Archbishop Justus J. Evans, D. G., Supreme Commander-in-Chief. (984, 1510, 1288, 1522)
ad-label: MANUFACTURERS (956, 152, 1037, 163)
state-heading-alabama: ALABAMA (746, 1310, 821, 1325)
ad-section-heading: MARKET AND ITS WORKS (1041, 1376, 1230, 1394)
commission-member: Archbishop J. J. Evans, D. G., Pres. (914, 1585, 1022, 1594)
commission-member: Miss Helen M. Smith. (1075, 1732, 1141, 1741)
news-filler: Columbia, Mo., July 12.—The recital of Miss Hattie Q. Brown and Madame Church was a success. Mrs. Alice Harris was called to Macon Wednesday to attend the funeral of her cousin. Grand Rapids, Mich., July 12.—Mrs. John Bell of Jones avenue fell down her stairs, breaking three fingers and sustaining internal injuries. Mrs. Clarence Perkins and little daughter have left this week for Chicago to be the guests of Mrs. Perkins' mother. Billings, Mont., July 12.—Miss Catherine Glanders, a recent graduate of the University of Virginia, was married to Northern Burns last week. Mr. and Mrs. J. L. Tunkersley, after suffering loss of crops from the recent flood and overflow of the Yellowstone river, are able to report on their way again. Duluth, Minn., July 12.—The Bells of Saint visited and arrived to be rendered by 2,000 trained voices of the Billy Sunday choir Monday evening. St. Paul, Minn., July 12.—Mrs. H. L. Williams returned Sunday from Griggsville, Ill., where she visited with her mother. Ft. Wayne, Ind., July 12.—Rev. C. W. Patterson is very much improved from his recent illness. Selma, Ala., July 12.—A service flag dedication was observed at the Clinton Chapel A. M. E. Zion Church Sunday evening. Tulsa, Okla., July 12.—Mr. P. B. Hudson and Attorney G. W. E. Brown, Muskogee, were here last week. Weston, W. Va., July 12.—The Wheeling district conference and Sunday school convention of the A. M. E. church was in session here three days last week. Ogden, Utah, July 12.—The ladies of Ogden have organized a branch of Elks to be installed on the 20th of July by Wm. H. Smith. West Point, Ga., July 12.—Mrs. Clara Kingsberry's house was burned June 24. Cuney, Tex., July 12.—Rev. J. C. Brown preached at Mt. Comfort church. Louisville, Ky., July 12.—Sylvester Hurley, a dancing instructor of this city, was recently knocked down and shot by two unidentified men. Hannibal, Mo., July 12.—The funeral of Fred Smith, who was drowned in the river, was held Sunday. Kansas City, Mo., July 12.—Mrs. Lilly Lester and daughter, Mrs. Ella St. Brooks, of Little Rock, Ark., who were guests of Mr. and Mrs. F. G. Fields, 1243 Wyoming street, have gone home. Detroit, Mich., July 12.—Mrs. Cordelia Barrier, Miss Hattie Pelham, Mrs. J. C. Johnson, Mrs. Mary Cole and Mrs. Lewis will leave this week for Denver to attend the national convention. Helena, Mont., July 12.—Miss Olga V. York and Geo. A. Robnett were married at the home of the bride. Elkhart, Ind., July 12.—Miss Flossie Frazier, Ethel Frazier, Ethel Bonds of Wabash, Ind., attended the church. Butte, Mont., July 12.—Wm. P. Bland and Miss Lorabie Mann of Pasadena, Cal., were quietly married. Carbon Hill, Ala., July 12.—Friday, June 28, was a crowd day, and a large crowd met at the school. Jasper, Ala., July 12.—Mrs. Ella Batson has purchased a four-cylinder Cadillac. Waterbury, Conn., July 12.—At a recent stated meeting of the members of the A. M. E. Zion church, Rev. W. H. Donald, pastor thereof, was presented a purse of gold in appreciation of his efforts in paying off the church debt. (240, 892, 445, 1472)
article-paragraph: "It may be well at this point to describe Col. Tripp, because he fills an important role in this tragedy. (20, 824, 226, 844)
column-4 (675, 82, 892, 2575)
subhead: Vice Without Limit (84, 268, 163, 278)
column-3 (455, 82, 671, 2529)
ad-product: Hawaiian Hair Straightener (940, 163, 1053, 174)
state-heading-west-virginia: WEST VIRGINIA (506, 1310, 619, 1325)
commission-member: Mrs. Margaret Jones. (1235, 1617, 1299, 1626)
ad-text: Positively grows hair; prevents falling out or breaking off; produces a soft, fluffy and glossy effect. (1183, 175, 1368, 204)
ad-paragraph: There will be Ice Cream and such refreshments, also Good Dinners will be served and sold to the Guests in order to gain some cash to help pay the expenses, but the Committees of Nourishments will be liberal to their guests and cause them to enjoy what is served to each of them daily. (914, 1225, 1358, 1264)
news-filler: Columbia, Mo., July 12.—The recital of Miss Hattie Q. Brown and Madame Church was a success. Mrs. Alice Harris was called to Macon Wednesday to attend the funeral of her cousin. Grand Rapids, Mich., July 12.—Mrs. John Bell of Jones avenue fell down her stairs, breaking three fingers and sustaining internal injuries. Mrs. Clarence Perkins and little daughter have left this week for Chicago to be the guests of Mrs. Perkins' mother. Billings, Mont., July 12.—Miss Catherine Glanders, a recent graduate of the University of Virginia, was married to Northern Burns last week. Mr. and Mrs. J. L. Tunkersley, after suffering loss of crops from the recent flood and overflow of the Yellowstone river, are able to report on their way again. Duluth, Minn., July 12.—The Bells of Saint visited and arrived to be rendered by 2,000 trained voices of the Billy Sunday choir Monday evening. St. Paul, Minn., July 12.—Mrs. H. L. Williams returned Sunday from Griggsville, Ill., where she visited with her mother. Ft. Wayne, Ind., July 12.—Rev. C. W. Patterson is very much improved from his recent illness. Selma, Ala., July 12.—A service flag dedication was observed at the Clinton Chapel A. M. E. Zion Church Sunday evening. Tulsa, Okla., July 12.—Mr. P. B. Hudson and Attorney G. W. E. Brown, Muskogee, were here last week. Weston, W. Va., July 12.—The Wheeling district conference and Sunday school convention of the A. M. E. church was in session here three days last week. Ogden, Utah, July 12.—The ladies of Ogden have organized a branch of Elks to be installed on the 20th of July by Wm. H. Smith. West Point, Ga., July 12.—Mrs. Clara Kingsberry's house was burned June 24. Cuney, Tex., July 12.—Rev. J. C. Brown preached at Mt. Comfort church. Louisville, Ky., July 12.—Sylvester Hurley, a dancing instructor of this city, was recently knocked down and shot by two unidentified men. Hannibal, Mo., July 12.—The funeral of Fred Smith, who was drowned in the river, was held Sunday. Kansas City, Mo., July 12.—Mrs. Lilly Lester and daughter, Mrs. Ella St. Brooks, of Little Rock, Ark., who were guests of Mr. and Mrs. F. G. Fields, 1243 Wyoming street, have gone home. Detroit, Mich., July 12.—Mrs. Cordelia Barrier, Miss Hattie Pelham, Mrs. J. C. Johnson, Mrs. Mary Cole and Mrs. Lewis will leave this week for Denver to attend the national convention. Helena, Mont., July 12.—Miss Olga V. York and Geo. A. Robnett were married at the home of the bride. Elkhart, Ind., July 12.—Miss Flossie Frazier, Ethel Frazier, Ethel Bonds of Wabash, Ind., attended the church. Butte, Mont., July 12.—Wm. P. Bland and Miss Lorabie Mann of Pasadena, Cal., were quietly married. Carbon Hill, Ala., July 12.—Friday, June 28, was a crowd day, and a large crowd met at the school. Jasper, Ala., July 12.—Mrs. Ella Batson has purchased a four-cylinder Cadillac. Waterbury, Conn., July 12.—At a recent stated meeting of the members of the A. M. E. Zion church, Rev. W. H. Donald, pastor thereof, was presented a purse of gold in appreciation of his efforts in paying off the church debt. (460, 720, 666, 1301)
commission-member: Bishop J. F. Selkridge, R. P., Cor. Sec. (914, 1606, 1029, 1615)
ad-paragraph: Mr. W. A. Hall showed the Passion Play in Walters A. M. E. Zion Church on Wednesday evening May 15th, and gave to the large audience satisfaction. The play is splendid and is deserving of the full patronage of Christian people. (27, 1385, 219, 1437)
masthead (15, 49, 1374, 78)
commission-column (1236, 1585, 1358, 1773)
commission-member: Miss Edith H. Ford. (1075, 1658, 1134, 1667)
commission-member: Miss Irene Bentley. (1235, 1669, 1294, 1678)
article-paragraph: rest or disturbance. The good people of this sorely afflicted community were powerless. (20, 155, 226, 175)
ad-and: AND (1125, 645, 1147, 656)
ad-line: BY USING (144, 1635, 183, 1645)
commission-member: Mrs. M. E. Sanders, Asst. Treas. (1075, 1606, 1172, 1615)
news-filler: Columbia, Mo., July 12.—The recital of Miss Hattie Q. Brown and Madame Church was a success. Mrs. Alice Harris was called to Macon Wednesday to attend the funeral of her cousin. Grand Rapids, Mich., July 12.—Mrs. John Bell of Jones avenue fell down her stairs, breaking three fingers and sustaining internal injuries. Mrs. Clarence Perkins and little daughter have left this week for Chicago to be the guests of Mrs. Perkins' mother. Billings, Mont., July 12.—Miss Catherine Glanders, a recent graduate of the University of Virginia, was married to Northern Burns last week. Mr. and Mrs. J. L. Tunkersley, after suffering loss of crops from the recent flood and overflow of the Yellowstone river, are able to report on their way again. Duluth, Minn., July 12.—The Bells of Saint visited and arrived to be rendered by 2,000 trained voices of the Billy Sunday choir Monday evening. St. Paul, Minn., July 12.—Mrs. H. L. Williams returned Sunday from Griggsville, Ill., where she visited with her mother. Ft. Wayne, Ind., July 12.—Rev. C. W. Patterson is very much improved from his recent illness. Selma, Ala., July 12.—A service flag dedication was observed at the Clinton Chapel A. M. E. Zion Church Sunday evening. Tulsa, Okla., July 12.—Mr. P. B. Hudson and Attorney G. W. E. Brown, Muskogee, were here last week. Weston, W. Va., July 12.—The Wheeling district conference and Sunday school convention of the A. M. E. church was in session here three days last week. Ogden, Utah, July 12.—The ladies of Ogden have organized a branch of Elks to be installed on the 20th of July by Wm. H. Smith. West Point, Ga., July 12.—Mrs. Clara Kingsberry's house was burned June 24. Cuney, Tex., July 12.—Rev. J. C. Brown preached at Mt. Comfort church. Louisville, Ky., July 12.—Sylvester Hurley, a dancing instructor of this city, was recently knocked down and shot by two unidentified men. Hannibal, Mo., July 12.—The funeral of Fred Smith, who was drowned in the river, was held Sunday. Kansas City, Mo., July 12.—Mrs. Lilly Lester and daughter, Mrs. Ella St. Brooks, of Little Rock, Ark., who were guests of Mr. and Mrs. F. G. Fields, 1243 Wyoming street, have gone home. Detroit, Mich., July 12.—Mrs. Cordelia Barrier, Miss Hattie Pelham, Mrs. J. C. Johnson, Mrs. Mary Cole and Mrs. Lewis will leave this week for Denver to attend the national convention. Helena, Mont., July 12.—Miss Olga V. York and Geo. A. Robnett were married at the home of the bride. Elkhart, Ind., July 12.—Miss Flossie Frazier, Ethel Frazier, Ethel Bonds of Wabash, Ind., attended the church. Butte, Mont., July 12.—Wm. P. Bland and Miss Lorabie Mann of Pasadena, Cal., were quietly married. Carbon Hill, Ala., July 12.—Friday, June 28, was a crowd day, and a large crowd met at the school. Jasper, Ala., July 12.—Mrs. Ella Batson has purchased a four-cylinder Cadillac. Waterbury, Conn., July 12.—At a recent stated meeting of the members of the A. M. E. Zion church, Rev. W. H. Donald, pastor thereof, was presented a purse of gold in appreciation of his efforts in paying off the church debt. (460, 1948, 666, 2529)
article-paragraph: The day of the riot, "with the mob rushing through the streets, hundreds of homes in flames, and men, women and children victims of the rifle, pistol and the bludgeon, State's Attorney Schaumleffel staggered drunken along the way, heedless of the crimes that were being committed in his presence and callous to the cries of the injured and dying." (20, 693, 226, 755)
ad-brand-sub: HAIR DRESSING (85, 1686, 161, 1696)
ad-headline: "The Supreme Sun of Righteousness" (952, 558, 1320, 644)
subhead: State's Attorney Criticized (69, 579, 178, 590)
ploughs-hair-ad (20, 1471, 226, 1792)
state-heading-utah: UTAH (322, 867, 363, 883)
commission-list (914, 1585, 1358, 1773)
ad-campaign: CAMPAIGN AND NEW CREATION HIGHWAY (1022, 773, 1249, 784)
subhead: Tripp Called Hindrance (74, 927, 172, 937)
ad-label: & IMPORTERS (1244, 152, 1306, 163)
subhead: Police Called Inefficient (74, 432, 172, 442)
hampton-header (897, 82, 1143, 102)
column-1 (15, 82, 231, 1849)
subhead: Part Is Unprintable (83, 761, 163, 772)
